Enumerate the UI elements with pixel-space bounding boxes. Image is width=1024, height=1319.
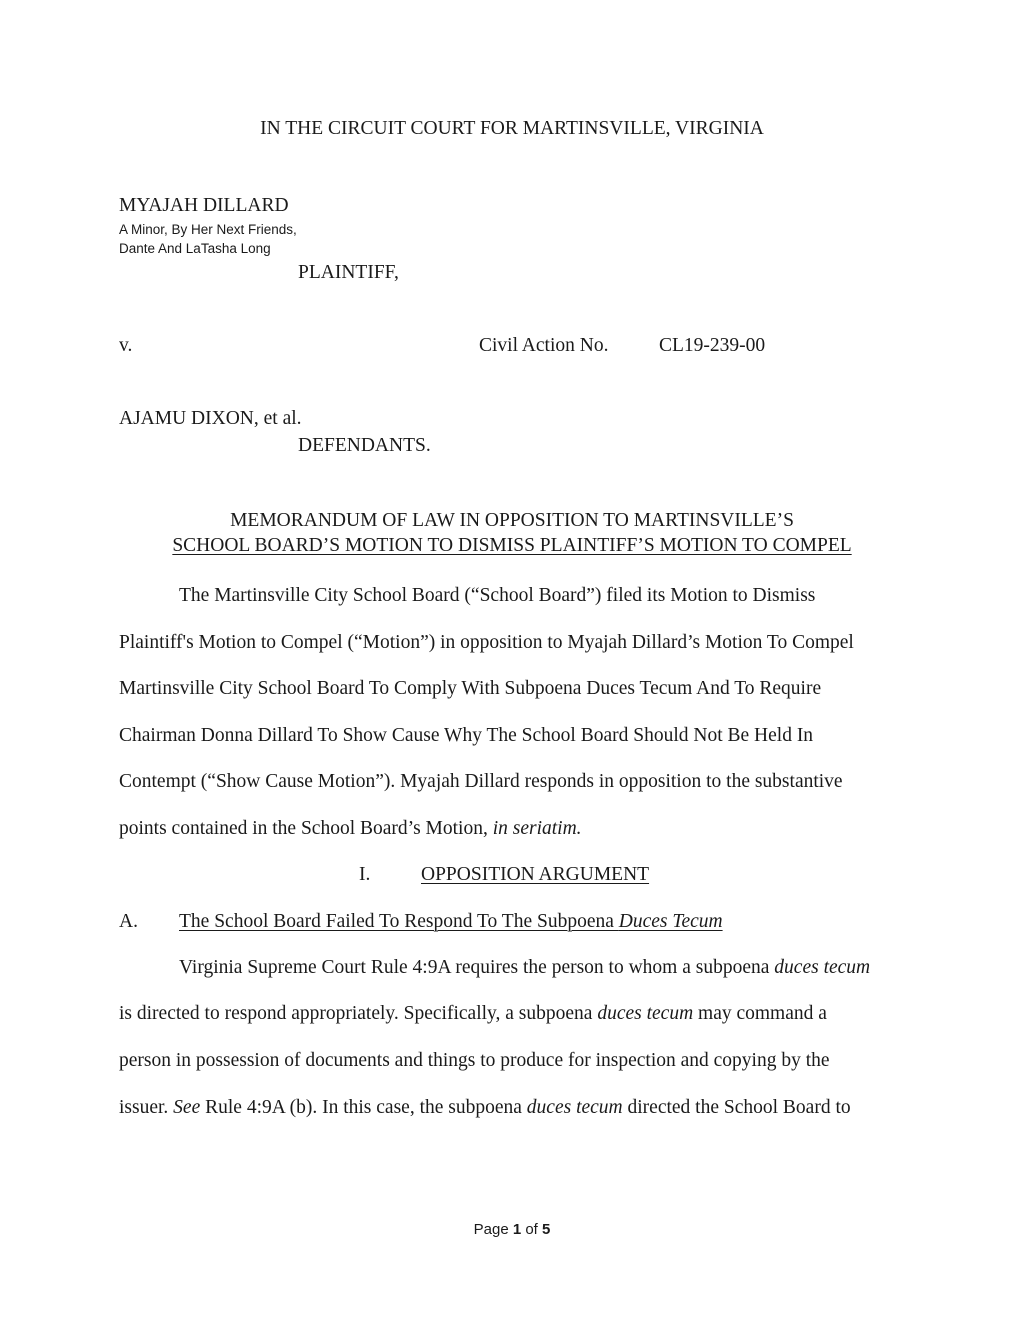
- page-prefix: Page: [473, 1221, 513, 1238]
- plaintiff-role: PLAINTIFF,: [298, 262, 399, 283]
- section-title: OPPOSITION ARGUMENT: [421, 864, 650, 885]
- intro-line-6: [119, 818, 582, 840]
- defendant-name: AJAMU DIXON, et al.: [119, 408, 302, 429]
- page-of: of: [521, 1221, 543, 1238]
- defendant-role: DEFENDANTS.: [298, 435, 431, 456]
- intro-line-2: Plaintiff's Motion to Compel (“Motion”) in opposition to Myajah Dillard’s Motion To Compel: [119, 632, 854, 653]
- page-total: 5: [542, 1221, 551, 1238]
- plaintiff-name: MYAJAH DILLARD: [119, 195, 289, 216]
- civil-action-number: CL19-239-00: [659, 335, 766, 356]
- body-line-1-italic: duces tecum: [774, 957, 871, 978]
- body-line-4: [119, 1097, 851, 1119]
- body-line-4-text-b: Rule 4:9A (b). In this case, the subpoena: [200, 1097, 527, 1118]
- intro-line-6-italic: in seriatim.: [492, 818, 582, 839]
- subsection-letter: A.: [119, 911, 138, 932]
- intro-line-5: Contempt (“Show Cause Motion”). Myajah Dillard responds in opposition to the substantive: [119, 771, 843, 792]
- body-line-2-text-a: is directed to respond appropriately. Specifically, a subpoena: [119, 1003, 598, 1024]
- body-line-4-italic-see: See: [173, 1097, 201, 1118]
- subsection-title: [179, 911, 723, 933]
- intro-line-1: The Martinsville City School Board (“School Board”) filed its Motion to Dismiss: [179, 585, 816, 606]
- page-number: [0, 1221, 1024, 1238]
- memorandum-title-line1: MEMORANDUM OF LAW IN OPPOSITION TO MARTINSVILLE’S: [230, 510, 794, 531]
- body-line-3: person in possession of documents and things to produce for inspection and copying by the: [119, 1050, 830, 1071]
- court-heading: IN THE CIRCUIT COURT FOR MARTINSVILLE, VIRGINIA: [260, 118, 764, 139]
- body-line-4-text-a: issuer.: [119, 1097, 174, 1118]
- body-line-2-text-b: may command a: [693, 1003, 827, 1024]
- plaintiff-description-line1: A Minor, By Her Next Friends,: [119, 222, 297, 237]
- versus: v.: [119, 335, 133, 356]
- body-line-2: [119, 1003, 827, 1025]
- page-current: 1: [512, 1221, 522, 1238]
- body-line-4-italic: duces tecum: [526, 1097, 623, 1118]
- body-line-2-italic: duces tecum: [597, 1003, 694, 1024]
- intro-line-4: Chairman Donna Dillard To Show Cause Why The School Board Should Not Be Held In: [119, 725, 814, 746]
- subsection-title-text: The School Board Failed To Respond To The Subpoena: [179, 911, 619, 932]
- section-numeral: I.: [359, 864, 371, 885]
- subsection-title-italic: Duces Tecum: [618, 911, 723, 932]
- plaintiff-description-line2: Dante And LaTasha Long: [119, 241, 271, 256]
- intro-line-6-text: points contained in the School Board’s Motion,: [119, 818, 493, 839]
- intro-line-3: Martinsville City School Board To Comply With Subpoena Duces Tecum And To Require: [119, 678, 822, 699]
- body-line-1-text: Virginia Supreme Court Rule 4:9A requires the person to whom a subpoena: [179, 957, 775, 978]
- body-line-4-text-c: directed the School Board to: [622, 1097, 851, 1118]
- memorandum-title-line2: SCHOOL BOARD’S MOTION TO DISMISS PLAINTIFF’S MOTION TO COMPEL: [172, 535, 852, 556]
- civil-action-label: Civil Action No.: [479, 335, 609, 356]
- body-line-1: [179, 957, 870, 979]
